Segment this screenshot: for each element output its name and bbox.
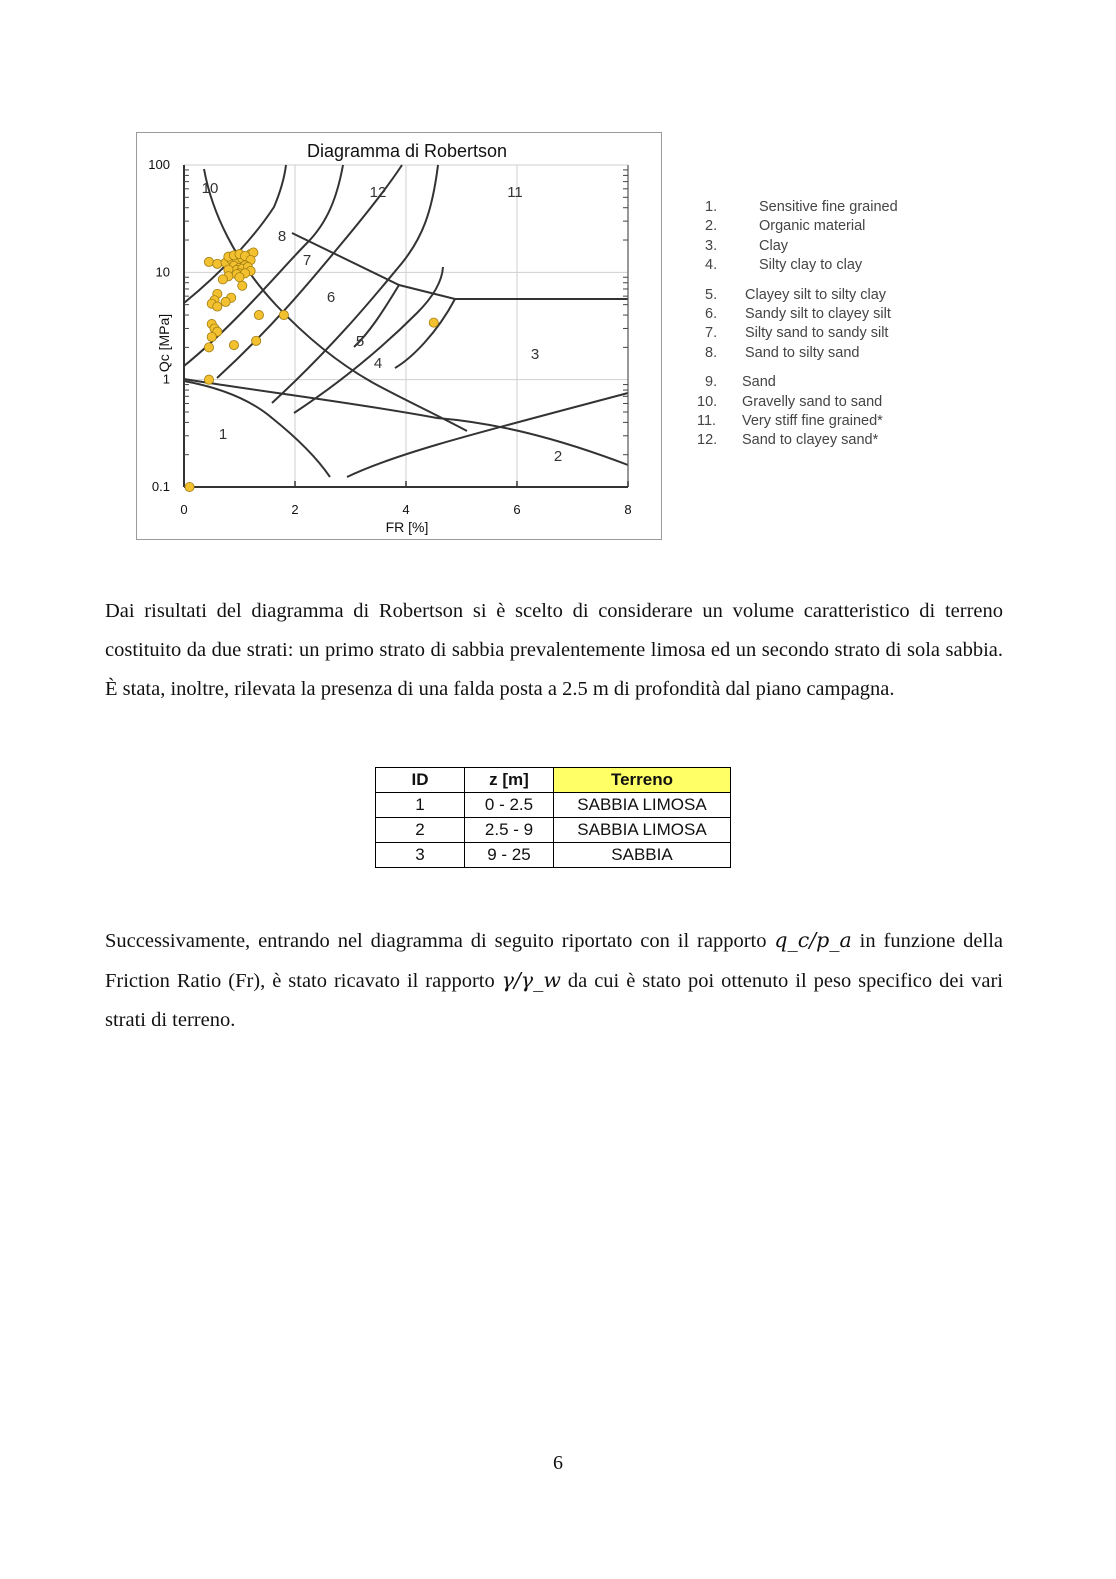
cell-id: 1 [376, 793, 465, 818]
legend-number: 8. [705, 345, 718, 361]
x-tick-label: 4 [402, 502, 410, 517]
y-tick-label: 1 [162, 371, 170, 387]
paragraph-robertson-results: Dai risultati del diagramma di Robertson si è scelto di considerare un volume caratteristico di terreno costituito da due strati: un primo strato di sabbia prevalentemente limosa ed un secondo strato di sola sabbia. È stata, inoltre, rilevata la presenza di una falda posta a 2.5 m di profondità dal piano campagna. [105, 600, 1003, 700]
cell-id: 3 [376, 843, 465, 868]
legend-text: Gravelly sand to sand [742, 394, 883, 410]
zone-label-11: 11 [507, 184, 523, 201]
legend-text: Sand to clayey sand* [742, 432, 879, 448]
legend-text: Silty sand to sandy silt [745, 325, 889, 341]
soil-layers-table [375, 767, 731, 868]
header-id: ID [376, 768, 465, 793]
data-point [213, 259, 222, 268]
para2-text-a: Successivamente, entrando nel diagramma di seguito riportato con il rapporto [105, 930, 775, 952]
zone-label-3: 3 [530, 346, 540, 363]
zone-label-4: 4 [373, 355, 383, 372]
zone-label-5: 5 [355, 333, 365, 350]
zone-label-2: 2 [553, 448, 563, 465]
data-point [204, 375, 213, 384]
data-point [207, 332, 216, 341]
x-tick-label: 0 [180, 502, 188, 517]
data-point [429, 318, 438, 327]
legend-text: Sensitive fine grained [759, 199, 898, 215]
zone-label-7: 7 [302, 252, 312, 269]
legend-number: 11. [697, 413, 717, 429]
legend-text: Sandy silt to clayey silt [745, 306, 891, 322]
cell-depth: 2.5 - 9 [465, 818, 554, 843]
header-terreno: Terreno [554, 768, 731, 793]
data-point [221, 297, 230, 306]
zone-label-8: 8 [277, 228, 287, 245]
legend-text: Organic material [759, 218, 866, 234]
legend-number: 4. [705, 257, 718, 273]
data-point [204, 257, 213, 266]
y-tick-label: 100 [148, 157, 170, 172]
chart-title: Diagramma di Robertson [306, 141, 508, 161]
zone-boundary-line [184, 381, 330, 477]
para2-text-c: da cui è stato poi ottenuto il peso specifico dei vari strati di terreno. [105, 970, 1003, 1031]
cell-depth: 0 - 2.5 [465, 793, 554, 818]
y-tick-label: 0.1 [151, 479, 170, 494]
zone-labels [202, 180, 563, 465]
cell-terreno: SABBIA [554, 843, 731, 868]
legend-number: 5. [705, 287, 718, 303]
data-point [213, 302, 222, 311]
legend-number: 2. [705, 218, 718, 234]
x-tick-label: 8 [624, 502, 632, 517]
robertson-chart-svg [137, 133, 663, 541]
table-row [376, 793, 731, 818]
x-axis-label: FR [%] [385, 519, 429, 535]
zone-label-1: 1 [218, 426, 228, 443]
legend-number: 10. [697, 394, 718, 410]
para2-text-b: in funzione della Friction Ratio (Fr), è stato ricavato il rapporto [105, 930, 1003, 992]
robertson-chart [136, 132, 662, 540]
data-point [185, 482, 194, 491]
zone-boundary-line [395, 299, 455, 368]
cell-terreno: SABBIA LIMOSA [554, 818, 731, 843]
legend-number: 7. [705, 325, 718, 341]
data-point [218, 275, 227, 284]
zone-boundary-line [294, 267, 443, 413]
data-point [252, 336, 261, 345]
x-tick-label: 6 [513, 502, 521, 517]
zone-label-6: 6 [326, 289, 336, 306]
legend-text: Very stiff fine grained* [742, 413, 883, 429]
zone-boundary-line [347, 393, 628, 477]
legend-text: Clayey silt to silty clay [745, 287, 887, 303]
data-point [238, 281, 247, 290]
data-point [204, 343, 213, 352]
header-depth: z [m] [465, 768, 554, 793]
cell-id: 2 [376, 818, 465, 843]
math-qc-pa: q_c/p_a [774, 928, 852, 952]
legend-number: 6. [705, 306, 718, 322]
data-point [235, 273, 244, 282]
paragraph-gamma-ratio [105, 921, 1003, 1040]
cell-terreno: SABBIA LIMOSA [554, 793, 731, 818]
legend-text: Sand [742, 374, 776, 390]
y-axis-label: Qc [MPa] [156, 313, 172, 373]
zone-label-12: 12 [369, 184, 387, 201]
legend-text: Clay [759, 238, 789, 254]
table-row [376, 818, 731, 843]
legend-number: 3. [705, 238, 718, 254]
chart-grid [184, 165, 628, 487]
legend-number: 1. [705, 199, 718, 215]
cell-depth: 9 - 25 [465, 843, 554, 868]
legend-text: Sand to silty sand [745, 345, 860, 361]
data-point [279, 310, 288, 319]
table-row [376, 843, 731, 868]
math-gamma-ratio: γ/γ_w [501, 968, 561, 992]
legend-number: 9. [705, 374, 718, 390]
legend-text: Silty clay to clay [759, 257, 863, 273]
x-tick-label: 2 [291, 502, 299, 517]
legend-number: 12. [697, 432, 718, 448]
data-point [229, 340, 238, 349]
table-header-row [376, 768, 731, 793]
zone-label-10: 10 [201, 180, 219, 197]
data-point [254, 310, 263, 319]
y-tick-label: 10 [155, 264, 170, 280]
page-number: 6 [553, 1452, 563, 1474]
